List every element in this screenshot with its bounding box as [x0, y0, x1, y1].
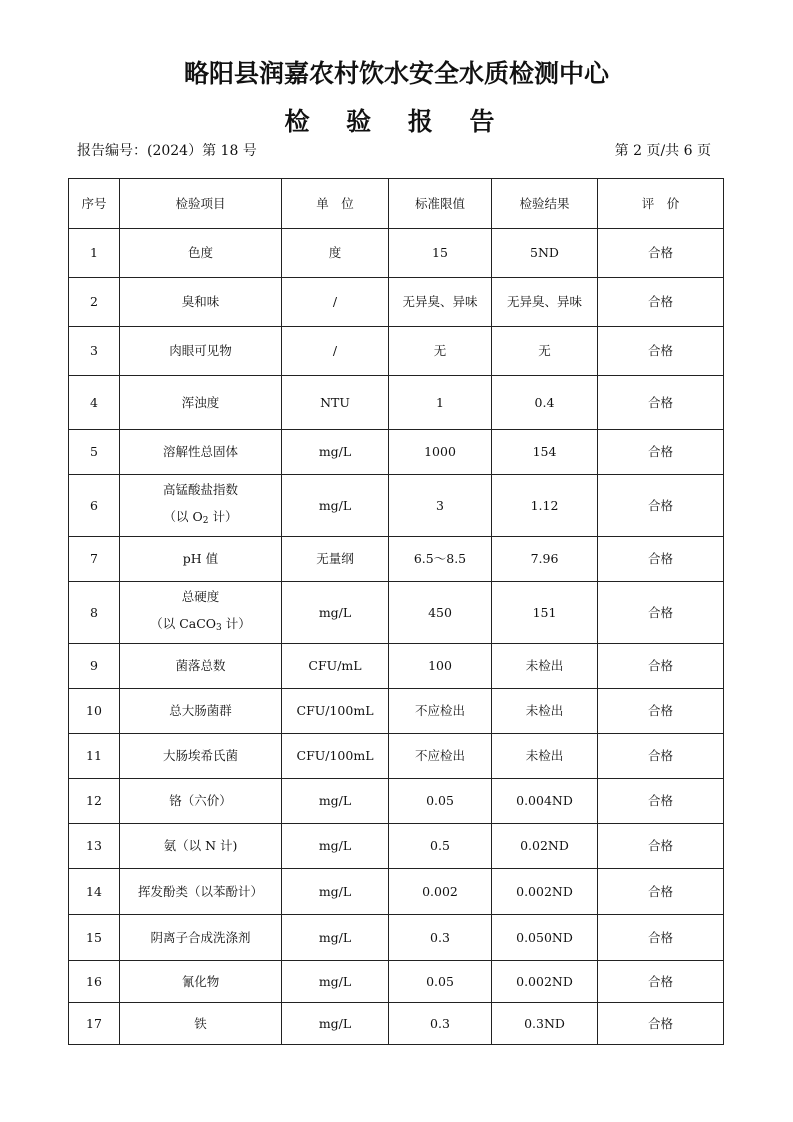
- item-line2-text: （以 CaCO: [150, 616, 217, 631]
- row-result: 未检出: [492, 689, 598, 734]
- item-line2-suffix: 计）: [208, 509, 238, 524]
- item-subscript: 3: [216, 623, 222, 633]
- row-eval: 合格: [598, 430, 724, 475]
- table-row: [69, 824, 724, 869]
- col-header-no: 序号: [69, 179, 120, 229]
- row-no: 1: [69, 229, 120, 278]
- row-eval: 合格: [598, 734, 724, 779]
- row-no: 3: [69, 327, 120, 376]
- table-row: [69, 327, 724, 376]
- row-unit: 度: [282, 229, 389, 278]
- row-item: 肉眼可见物: [120, 327, 282, 376]
- row-unit: mg/L: [282, 961, 389, 1003]
- row-item: pH 值: [120, 537, 282, 582]
- row-item: 阴离子合成洗涤剂: [120, 915, 282, 961]
- row-unit: mg/L: [282, 582, 389, 644]
- page-indicator: 第 2 页/共 6 页: [614, 143, 711, 159]
- row-eval: 合格: [598, 376, 724, 430]
- row-result: 未检出: [492, 734, 598, 779]
- row-item: 总大肠菌群: [120, 689, 282, 734]
- row-limit: 0.05: [389, 961, 492, 1003]
- row-limit: 0.05: [389, 779, 492, 824]
- table-row: [69, 915, 724, 961]
- row-item: 浑浊度: [120, 376, 282, 430]
- row-no: 4: [69, 376, 120, 430]
- row-unit: mg/L: [282, 869, 389, 915]
- row-no: 9: [69, 644, 120, 689]
- row-item: 大肠埃希氏菌: [120, 734, 282, 779]
- row-eval: 合格: [598, 1003, 724, 1045]
- table-row: [69, 1003, 724, 1045]
- row-result: 0.004ND: [492, 779, 598, 824]
- item-line1: 高锰酸盐指数: [162, 482, 238, 497]
- row-result: 1.12: [492, 475, 598, 537]
- row-no: 16: [69, 961, 120, 1003]
- table-row: [69, 278, 724, 327]
- table-row: [69, 689, 724, 734]
- row-result: 5ND: [492, 229, 598, 278]
- row-eval: 合格: [598, 644, 724, 689]
- table-row: [69, 734, 724, 779]
- org-title: 略阳县润嘉农村饮水安全水质检测中心: [183, 59, 609, 88]
- item-line2: [122, 507, 279, 531]
- row-result: 0.02ND: [492, 824, 598, 869]
- results-table: [68, 178, 724, 1045]
- row-limit: 不应检出: [389, 734, 492, 779]
- row-eval: 合格: [598, 537, 724, 582]
- row-unit: CFU/100mL: [282, 689, 389, 734]
- row-eval: 合格: [598, 915, 724, 961]
- item-subscript: 2: [202, 516, 209, 526]
- row-unit: CFU/100mL: [282, 734, 389, 779]
- row-item: 溶解性总固体: [120, 430, 282, 475]
- row-item: 氨（以 N 计): [120, 824, 282, 869]
- row-result: 0.002ND: [492, 961, 598, 1003]
- row-eval: 合格: [598, 779, 724, 824]
- row-limit: 3: [389, 475, 492, 537]
- item-line2-suffix: 计）: [221, 616, 251, 631]
- row-result: 无异臭、异味: [492, 278, 598, 327]
- row-limit: 100: [389, 644, 492, 689]
- row-item: [120, 475, 282, 537]
- col-header-eval: 评 价: [598, 179, 724, 229]
- row-limit: 6.5～8.5: [389, 537, 492, 582]
- table-row: [69, 644, 724, 689]
- row-unit: mg/L: [282, 824, 389, 869]
- row-limit: 1000: [389, 430, 492, 475]
- table-row: [69, 376, 724, 430]
- row-item: [120, 582, 282, 644]
- row-unit: CFU/mL: [282, 644, 389, 689]
- table-row: [69, 779, 724, 824]
- table-row: [69, 430, 724, 475]
- row-result: 未检出: [492, 644, 598, 689]
- row-result: 0.002ND: [492, 869, 598, 915]
- row-limit: 不应检出: [389, 689, 492, 734]
- row-item: 氰化物: [120, 961, 282, 1003]
- table-row: [69, 537, 724, 582]
- row-limit: 450: [389, 582, 492, 644]
- row-item: 色度: [120, 229, 282, 278]
- row-no: 5: [69, 430, 120, 475]
- row-limit: 1: [389, 376, 492, 430]
- row-unit: mg/L: [282, 1003, 389, 1045]
- row-result: 无: [492, 327, 598, 376]
- row-limit: 15: [389, 229, 492, 278]
- col-header-result: 检验结果: [492, 179, 598, 229]
- table-header-row: [69, 179, 724, 229]
- row-unit: /: [282, 278, 389, 327]
- row-item: 挥发酚类（以苯酚计）: [120, 869, 282, 915]
- row-no: 6: [69, 475, 120, 537]
- row-eval: 合格: [598, 689, 724, 734]
- row-unit: NTU: [282, 376, 389, 430]
- row-item: 铬（六价）: [120, 779, 282, 824]
- row-no: 11: [69, 734, 120, 779]
- row-item: 铁: [120, 1003, 282, 1045]
- row-no: 8: [69, 582, 120, 644]
- row-item: 臭和味: [120, 278, 282, 327]
- table-row: [69, 869, 724, 915]
- row-no: 7: [69, 537, 120, 582]
- row-eval: 合格: [598, 327, 724, 376]
- row-limit: 0.002: [389, 869, 492, 915]
- row-unit: 无量纲: [282, 537, 389, 582]
- item-line1: 总硬度: [181, 589, 220, 604]
- row-no: 15: [69, 915, 120, 961]
- item-line2: [122, 614, 279, 638]
- row-no: 12: [69, 779, 120, 824]
- table-row: [69, 961, 724, 1003]
- row-limit: 0.5: [389, 824, 492, 869]
- row-no: 17: [69, 1003, 120, 1045]
- row-limit: 无异臭、异味: [389, 278, 492, 327]
- row-no: 14: [69, 869, 120, 915]
- row-no: 13: [69, 824, 120, 869]
- row-unit: /: [282, 327, 389, 376]
- row-result: 0.3ND: [492, 1003, 598, 1045]
- row-limit: 0.3: [389, 1003, 492, 1045]
- row-result: 151: [492, 582, 598, 644]
- row-eval: 合格: [598, 475, 724, 537]
- row-result: 0.050ND: [492, 915, 598, 961]
- report-number: 报告编号：(2024）第 18 号: [77, 143, 257, 159]
- table-row: [69, 582, 724, 644]
- item-line2-text: （以 O: [163, 509, 203, 524]
- table-row: [69, 475, 724, 537]
- row-eval: 合格: [598, 961, 724, 1003]
- row-item: 菌落总数: [120, 644, 282, 689]
- row-eval: 合格: [598, 582, 724, 644]
- row-result: 7.96: [492, 537, 598, 582]
- row-no: 2: [69, 278, 120, 327]
- row-no: 10: [69, 689, 120, 734]
- row-eval: 合格: [598, 824, 724, 869]
- col-header-item: 检验项目: [120, 179, 282, 229]
- row-limit: 0.3: [389, 915, 492, 961]
- col-header-limit: 标准限值: [389, 179, 492, 229]
- row-unit: mg/L: [282, 915, 389, 961]
- row-eval: 合格: [598, 229, 724, 278]
- table-row: [69, 229, 724, 278]
- row-eval: 合格: [598, 869, 724, 915]
- report-title: 检 验 报 告: [284, 107, 509, 136]
- row-unit: mg/L: [282, 430, 389, 475]
- row-eval: 合格: [598, 278, 724, 327]
- row-result: 0.4: [492, 376, 598, 430]
- row-result: 154: [492, 430, 598, 475]
- col-header-unit: 单 位: [282, 179, 389, 229]
- row-unit: mg/L: [282, 475, 389, 537]
- row-unit: mg/L: [282, 779, 389, 824]
- row-limit: 无: [389, 327, 492, 376]
